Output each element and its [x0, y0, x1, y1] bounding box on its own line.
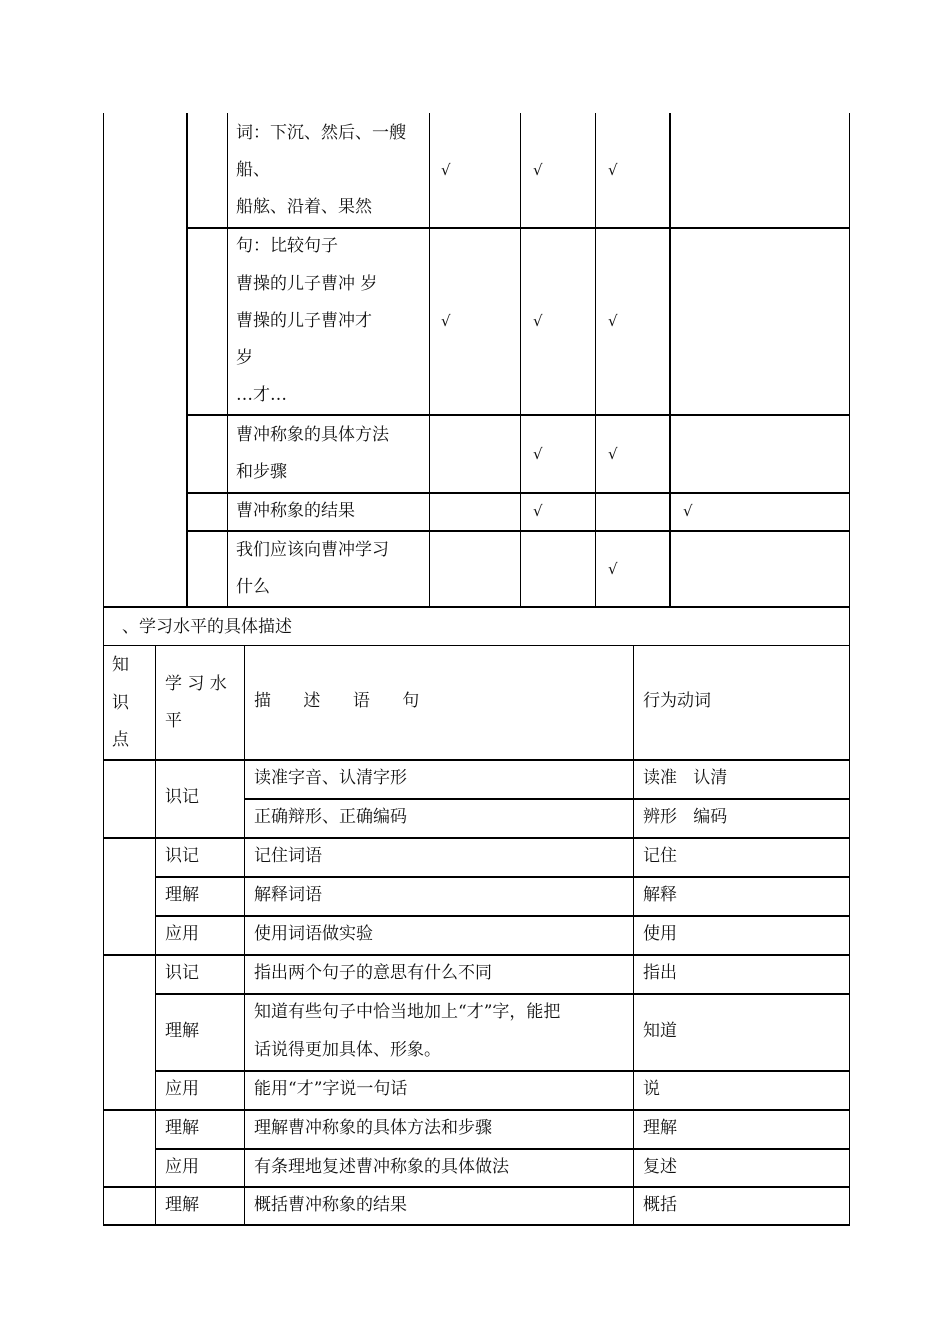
verb-cell: 记住: [643, 846, 677, 866]
grid-line: [520, 113, 521, 607]
description-cell: 读准字音、认清字形: [254, 768, 407, 788]
level-cell: 识记: [165, 787, 199, 807]
grid-line: [633, 645, 634, 1226]
verb-cell: 说: [643, 1079, 660, 1099]
check-mark: √: [533, 502, 543, 520]
grid-line: [244, 645, 245, 1226]
cell-text: 曹操的儿子曹冲 岁: [236, 274, 378, 294]
grid-line: [103, 1224, 850, 1226]
grid-line: [155, 1148, 850, 1150]
grid-line: [103, 1186, 850, 1188]
level-cell: 识记: [165, 963, 199, 983]
cell-text: 船舷、沿着、果然: [236, 197, 372, 217]
level-cell: 应用: [165, 924, 199, 944]
verb-cell: 使用: [643, 924, 677, 944]
verb-cell: 概括: [643, 1195, 677, 1215]
grid-line: [186, 227, 850, 229]
cell-text: 词：下沉、然后、一艘: [236, 123, 406, 143]
cell-text: …才…: [236, 385, 287, 405]
description-cell: 概括曹冲称象的结果: [254, 1195, 407, 1215]
verb-cell: 指出: [643, 963, 677, 983]
description-cell: 话说得更加具体、形象。: [254, 1040, 441, 1060]
verb-cell: 解释: [643, 885, 677, 905]
cell-text: 岁: [236, 348, 253, 368]
description-cell: 解释词语: [254, 885, 322, 905]
header-knowledge-char: 点: [112, 730, 129, 750]
cell-text: 船、: [236, 160, 270, 180]
grid-line: [103, 606, 850, 608]
header-verb: 行为动词: [643, 691, 711, 711]
grid-line: [103, 954, 850, 956]
level-cell: 应用: [165, 1157, 199, 1177]
grid-line: [669, 113, 671, 607]
check-mark: √: [608, 312, 618, 330]
grid-line: [186, 530, 850, 532]
level-cell: 理解: [165, 1195, 199, 1215]
cell-text: 我们应该向曹冲学习: [236, 540, 389, 560]
grid-line: [244, 798, 850, 800]
description-cell: 使用词语做实验: [254, 924, 373, 944]
check-mark: √: [608, 445, 618, 463]
check-mark: √: [533, 445, 543, 463]
cell-text: 和步骤: [236, 462, 287, 482]
check-mark: √: [608, 560, 618, 578]
header-knowledge-char: 识: [112, 693, 129, 713]
level-cell: 识记: [165, 846, 199, 866]
grid-line: [227, 113, 228, 607]
header-level: 平: [165, 711, 182, 731]
grid-line: [155, 993, 850, 995]
verb-cell: 知道: [643, 1021, 677, 1041]
grid-line: [155, 1070, 850, 1072]
grid-line: [155, 915, 850, 917]
cell-text: 曹冲称象的结果: [236, 501, 355, 521]
section-title: 、学习水平的具体描述: [122, 617, 292, 637]
description-cell: 正确辩形、正确编码: [254, 807, 407, 827]
grid-line: [595, 113, 596, 607]
grid-line: [103, 759, 850, 761]
description-cell: 指出两个句子的意思有什么不同: [254, 963, 492, 983]
table-left-border: [103, 113, 104, 1226]
grid-line: [155, 645, 156, 1226]
grid-line: [429, 113, 430, 607]
cell-text: 曹操的儿子曹冲才: [236, 311, 372, 331]
table-right-border: [849, 113, 850, 1226]
verb-cell: 理解: [643, 1118, 677, 1138]
verb-cell: 读准 认清: [643, 768, 728, 788]
grid-line: [103, 837, 850, 839]
header-level: 学 习 水: [165, 674, 227, 694]
description-cell: 记住词语: [254, 846, 322, 866]
description-cell: 能用“才”字说一句话: [254, 1079, 408, 1099]
cell-text: 曹冲称象的具体方法: [236, 425, 389, 445]
level-cell: 应用: [165, 1079, 199, 1099]
check-mark: √: [441, 312, 451, 330]
grid-line: [186, 414, 850, 416]
grid-line: [186, 113, 188, 607]
description-cell: 有条理地复述曹冲称象的具体做法: [254, 1157, 509, 1177]
level-cell: 理解: [165, 1021, 199, 1041]
verb-cell: 复述: [643, 1157, 677, 1177]
level-cell: 理解: [165, 885, 199, 905]
header-description: 描 述 语 句: [254, 691, 420, 711]
level-cell: 理解: [165, 1118, 199, 1138]
check-mark: √: [533, 161, 543, 179]
description-cell: 理解曹冲称象的具体方法和步骤: [254, 1118, 492, 1138]
grid-line: [155, 876, 850, 878]
cell-text: 句：比较句子: [236, 236, 338, 256]
check-mark: √: [441, 161, 451, 179]
grid-line: [186, 492, 850, 494]
cell-text: 什么: [236, 577, 270, 597]
check-mark: √: [683, 502, 693, 520]
check-mark: √: [608, 161, 618, 179]
check-mark: √: [533, 312, 543, 330]
grid-line: [103, 645, 850, 646]
verb-cell: 辨形 编码: [643, 807, 728, 827]
description-cell: 知道有些句子中恰当地加上“才”字，能把: [254, 1002, 561, 1022]
header-knowledge-char: 知: [112, 655, 129, 675]
grid-line: [103, 1109, 850, 1111]
